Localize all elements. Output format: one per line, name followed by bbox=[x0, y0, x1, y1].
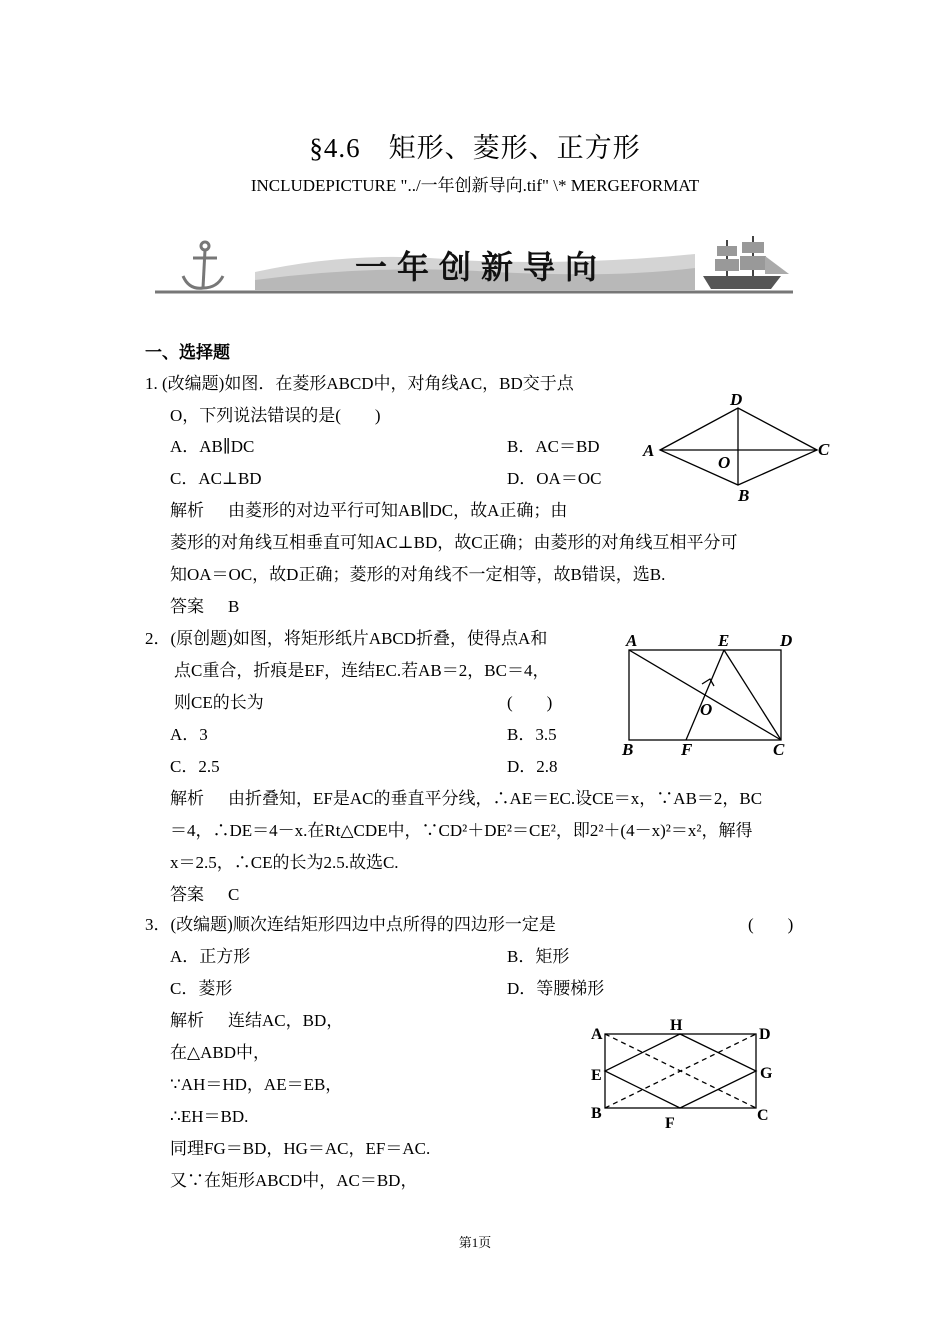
q1-option-a: A．AB∥DC bbox=[170, 437, 255, 456]
q1-answer: B bbox=[228, 597, 240, 616]
q3-fig-label-a: A bbox=[591, 1026, 603, 1043]
q1-answer-label: 答案 bbox=[170, 597, 204, 616]
q1-option-d: D．OA＝OC bbox=[507, 469, 602, 488]
q1-option-b: B．AC＝BD bbox=[507, 437, 600, 456]
q2-analysis-2: ＝4，∴DE＝4－x.在Rt△CDE中，∵CD²＋DE²＝CE²，即2²＋(4－x)²＝x²，解得 bbox=[170, 821, 753, 840]
q2-fig-label-c: C bbox=[773, 740, 785, 759]
q2-line2: 点C重合，折痕是EF，连结EC.若AB＝2，BC＝4， bbox=[174, 661, 550, 680]
q2-rectangle-figure bbox=[618, 628, 803, 760]
q1-analysis-3: 知OA＝OC，故D正确；菱形的对角线不一定相等，故B错误，选B. bbox=[170, 565, 666, 584]
q3-option-b: B．矩形 bbox=[507, 947, 570, 966]
banner-text: 一年创新导向 bbox=[355, 249, 608, 285]
q1-line1: 1. (改编题)如图．在菱形ABCD中，对角线AC，BD交于点 bbox=[145, 374, 574, 393]
q3-fig-label-e: E bbox=[591, 1067, 602, 1084]
include-field-text: INCLUDEPICTURE "../一年创新导向.tif" \* MERGEFORMAT bbox=[250, 176, 700, 195]
q3-step-3: ∵AH＝HD，AE＝EB， bbox=[170, 1075, 343, 1094]
page-title: §4.6 矩形、菱形、正方形 bbox=[309, 133, 641, 163]
q1-fig-label-a: A bbox=[643, 441, 655, 460]
q1-fig-label-d: D bbox=[730, 390, 743, 409]
q3-bracket: ( ) bbox=[748, 915, 794, 934]
q1-analysis-2: 菱形的对角线互相垂直可知AC⊥BD，故C正确；由菱形的对角线互相平分可 bbox=[170, 533, 738, 552]
q3-fig-label-c: C bbox=[757, 1107, 769, 1124]
q3-option-a: A．正方形 bbox=[170, 947, 251, 966]
q3-fig-label-h: H bbox=[670, 1017, 683, 1034]
q3-option-c: C．菱形 bbox=[170, 979, 233, 998]
q2-analysis-1: 由折叠知，EF是AC的垂直平分线，∴AE＝EC.设CE＝x，∵AB＝2，BC bbox=[228, 789, 763, 808]
page-number: 第1页 bbox=[458, 1235, 492, 1250]
q2-line3: 则CE的长为 bbox=[174, 693, 264, 712]
q1-analysis-1: 由菱形的对边平行可知AB∥DC，故A正确；由 bbox=[228, 501, 568, 520]
q2-fig-label-a: A bbox=[626, 631, 638, 650]
q1-option-c: C．AC⊥BD bbox=[170, 469, 262, 488]
q2-analysis-label: 解析 bbox=[170, 789, 204, 808]
q1-fig-label-o: O bbox=[718, 453, 731, 472]
q1-line2: O，下列说法错误的是( ) bbox=[170, 406, 381, 425]
q2-fig-label-e: E bbox=[718, 631, 730, 650]
q3-step-6: 又∵在矩形ABCD中，AC＝BD， bbox=[170, 1171, 418, 1190]
q2-answer: C bbox=[228, 885, 240, 904]
q3-analysis-1: 连结AC，BD， bbox=[228, 1011, 344, 1030]
section-heading: 一、选择题 bbox=[145, 343, 230, 362]
q3-analysis-label: 解析 bbox=[170, 1011, 204, 1030]
q3-fig-label-f: F bbox=[665, 1115, 675, 1132]
banner-image bbox=[155, 232, 795, 298]
q3-option-d: D．等腰梯形 bbox=[507, 979, 605, 998]
q3-step-2: 在△ABD中， bbox=[170, 1043, 270, 1062]
q2-option-d: D．2.8 bbox=[507, 757, 558, 776]
q2-analysis-3: x＝2.5，∴CE的长为2.5.故选C. bbox=[170, 853, 399, 872]
q1-analysis-label: 解析 bbox=[170, 501, 204, 520]
q2-option-b: B．3.5 bbox=[507, 725, 557, 744]
q3-midpoint-figure bbox=[585, 1016, 785, 1136]
q3-fig-label-g: G bbox=[760, 1065, 773, 1082]
q2-option-c: C．2.5 bbox=[170, 757, 220, 776]
q1-fig-label-c: C bbox=[818, 440, 830, 459]
q3-step-4: ∴EH＝BD. bbox=[170, 1107, 249, 1126]
q2-fig-label-b: B bbox=[622, 740, 634, 759]
q3-line1: 3．(改编题)顺次连结矩形四边中点所得的四边形一定是 bbox=[145, 915, 556, 934]
q2-bracket: ( ) bbox=[507, 693, 553, 712]
q1-rhombus-figure bbox=[635, 385, 835, 510]
sailing-ship-icon bbox=[703, 236, 789, 289]
anchor-icon bbox=[183, 242, 223, 288]
q2-fig-label-f: F bbox=[681, 740, 693, 759]
q2-answer-label: 答案 bbox=[170, 885, 204, 904]
q2-fig-label-o: O bbox=[700, 700, 713, 719]
q2-line1: 2．(原创题)如图，将矩形纸片ABCD折叠，使得点A和 bbox=[145, 629, 548, 648]
q2-option-a: A．3 bbox=[170, 725, 208, 744]
q1-fig-label-b: B bbox=[738, 486, 750, 505]
q3-fig-label-b: B bbox=[591, 1105, 602, 1122]
q2-fig-label-d: D bbox=[780, 631, 793, 650]
q3-step-5: 同理FG＝BD，HG＝AC，EF＝AC. bbox=[170, 1139, 431, 1158]
q3-fig-label-d: D bbox=[759, 1026, 771, 1043]
